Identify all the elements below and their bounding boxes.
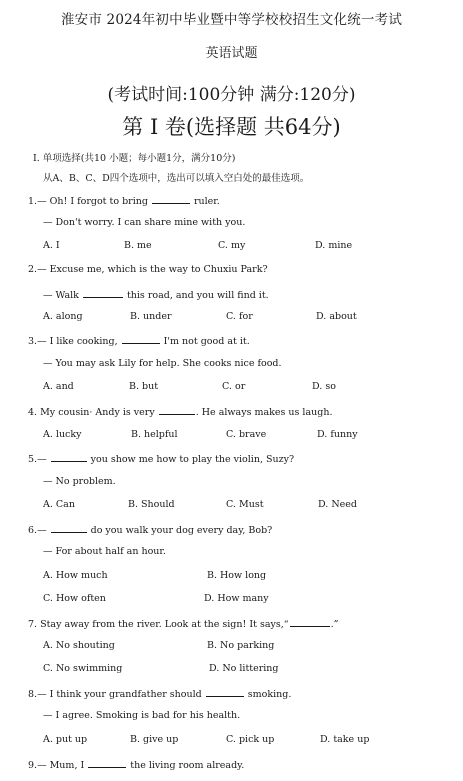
- exam-title: 淮安市 2024年初中毕业暨中等学校校招生文化统一考试: [60, 12, 403, 28]
- question-7-option-b: B. No parking: [207, 640, 275, 651]
- question-5-option-b: B. Should: [128, 499, 175, 510]
- exam-info: (考试时间:100分钟 满分:120分): [107, 85, 356, 105]
- question-7-option-c: C. No swimming: [43, 663, 123, 674]
- question-8-option-c: C. pick up: [226, 734, 275, 745]
- question-2-option-a: A. along: [43, 311, 83, 322]
- answer-blank: [51, 452, 87, 462]
- question-2-reply: — Walk this road, and you will find it.: [43, 290, 269, 301]
- answer-blank: [290, 617, 330, 627]
- answer-blank: [122, 334, 160, 344]
- question-4-option-c: C. brave: [226, 429, 267, 440]
- question-7-stem: 7. Stay away from the river. Look at the sign! It says,“ .”: [28, 619, 339, 630]
- answer-blank: [83, 288, 123, 298]
- question-3-option-b: B. but: [129, 381, 159, 392]
- question-5-option-a: A. Can: [43, 499, 75, 510]
- section-heading: Ⅰ. 单项选择(共10 小题；每小题1分，满分10分): [33, 153, 236, 164]
- question-3-stem: 3.— I like cooking, I'm not good at it.: [28, 336, 250, 347]
- question-9-stem: 9.— Mum, I the living room already.: [28, 760, 245, 771]
- question-7-option-d: D. No littering: [209, 663, 279, 674]
- question-4-option-a: A. lucky: [43, 429, 82, 440]
- section-instruction: 从A、B、C、D四个选项中，选出可以填入空白处的最佳选项。: [43, 173, 310, 184]
- question-8-option-b: B. give up: [130, 734, 179, 745]
- question-2-option-b: B. under: [130, 311, 172, 322]
- question-7-option-a: A. No shouting: [43, 640, 115, 651]
- part-title: 第 I 卷(选择题 共64分): [122, 115, 341, 139]
- question-6-reply: — For about half an hour.: [43, 546, 166, 557]
- exam-subject: 英语试题: [205, 46, 258, 61]
- question-5-stem: 5.— you show me how to play the violin, Suzy?: [28, 454, 295, 465]
- question-5-option-d: D. Need: [318, 499, 357, 510]
- question-1-option-c: C. my: [218, 240, 246, 251]
- question-8-stem: 8.— I think your grandfather should smoking.: [28, 689, 292, 700]
- answer-blank: [152, 194, 190, 204]
- question-3-option-a: A. and: [43, 381, 74, 392]
- question-2-option-d: D. about: [316, 311, 357, 322]
- question-4-option-d: D. funny: [317, 429, 358, 440]
- answer-blank: [51, 523, 87, 533]
- question-2-option-c: C. for: [226, 311, 253, 322]
- answer-blank: [206, 687, 244, 697]
- question-1-option-b: B. me: [124, 240, 152, 251]
- question-8-option-d: D. take up: [320, 734, 370, 745]
- question-4-stem: 4. My cousin· Andy is very . He always makes us laugh.: [28, 407, 333, 418]
- question-1-option-d: D. mine: [315, 240, 353, 251]
- question-5-reply: — No problem.: [43, 476, 116, 487]
- question-4-option-b: B. helpful: [131, 429, 178, 440]
- question-3-reply: — You may ask Lily for help. She cooks nice food.: [43, 358, 282, 369]
- question-1-option-a: A. I: [43, 240, 60, 251]
- question-3-option-c: C. or: [222, 381, 246, 392]
- question-2-stem: 2.— Excuse me, which is the way to Chuxiu Park?: [28, 264, 268, 275]
- answer-blank: [159, 405, 195, 415]
- question-6-stem: 6.— do you walk your dog every day, Bob?: [28, 525, 273, 536]
- question-6-option-c: C. How often: [43, 593, 106, 604]
- question-6-option-d: D. How many: [204, 593, 269, 604]
- question-1-stem: 1.— Oh! I forgot to bring ruler.: [28, 196, 220, 207]
- answer-blank: [88, 758, 126, 768]
- question-8-reply: — I agree. Smoking is bad for his health.: [43, 710, 241, 721]
- question-3-option-d: D. so: [312, 381, 336, 392]
- question-5-option-c: C. Must: [226, 499, 264, 510]
- question-8-option-a: A. put up: [43, 734, 88, 745]
- question-6-option-b: B. How long: [207, 570, 267, 581]
- question-6-option-a: A. How much: [43, 570, 108, 581]
- question-1-reply: — Don't worry. I can share mine with you.: [43, 217, 246, 228]
